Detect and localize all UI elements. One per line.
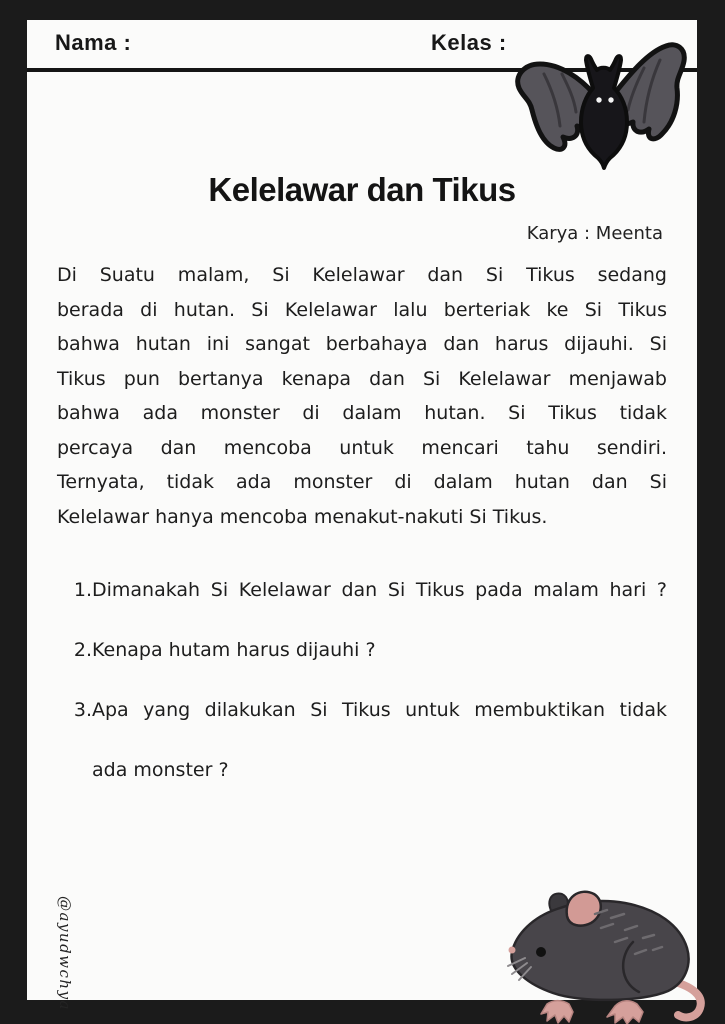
question-number: 3. <box>73 699 92 721</box>
question-item <box>68 620 667 680</box>
bat-icon <box>500 34 710 184</box>
question-line: Kenapa hutam harus dijauhi ? <box>92 639 376 661</box>
question-number: 1. <box>73 579 92 601</box>
question-line: ada monster ? <box>92 759 229 781</box>
story-line: bahwa hutan ini sangat berbahaya dan harus dijauhi. Si <box>57 333 667 355</box>
credit-watermark: @ayudwchya <box>56 896 74 1011</box>
question-item <box>68 680 667 800</box>
story-line: percaya dan mencoba untuk mencari tahu sendiri. <box>57 436 667 459</box>
question-line: Apa yang dilakukan Si Tikus untuk membuktikan tidak <box>92 699 667 721</box>
question-line: Dimanakah Si Kelelawar dan Si Tikus pada malam hari ? <box>92 579 667 601</box>
question-text <box>92 680 667 800</box>
story-paragraph <box>57 258 667 534</box>
question-text <box>92 620 667 680</box>
story-line: Kelelawar hanya mencoba menakut-nakuti Si Tikus. <box>57 505 548 528</box>
author-byline: Karya : Meenta <box>526 223 663 244</box>
question-item <box>68 560 667 620</box>
questions-list <box>68 560 667 800</box>
question-text <box>92 560 667 620</box>
worksheet-title: Kelelawar dan Tikus <box>208 171 516 208</box>
story-line: bahwa ada monster di dalam hutan. Si Tikus tidak <box>57 402 667 424</box>
mouse-illustration <box>503 890 708 1024</box>
class-label: Kelas : <box>431 30 507 55</box>
story-line: Tikus pun bertanya kenapa dan Si Kelelawar menjawab <box>57 367 667 390</box>
bat-illustration <box>500 34 710 184</box>
question-number: 2. <box>73 639 92 661</box>
story-line: Ternyata, tidak ada monster di dalam hutan dan Si <box>57 471 667 493</box>
story-line: Di Suatu malam, Si Kelelawar dan Si Tikus sedang <box>57 264 667 286</box>
story-line: berada di hutan. Si Kelelawar lalu berteriak ke Si Tikus <box>57 298 667 321</box>
name-label: Nama : <box>55 30 132 55</box>
mouse-icon <box>503 890 708 1024</box>
